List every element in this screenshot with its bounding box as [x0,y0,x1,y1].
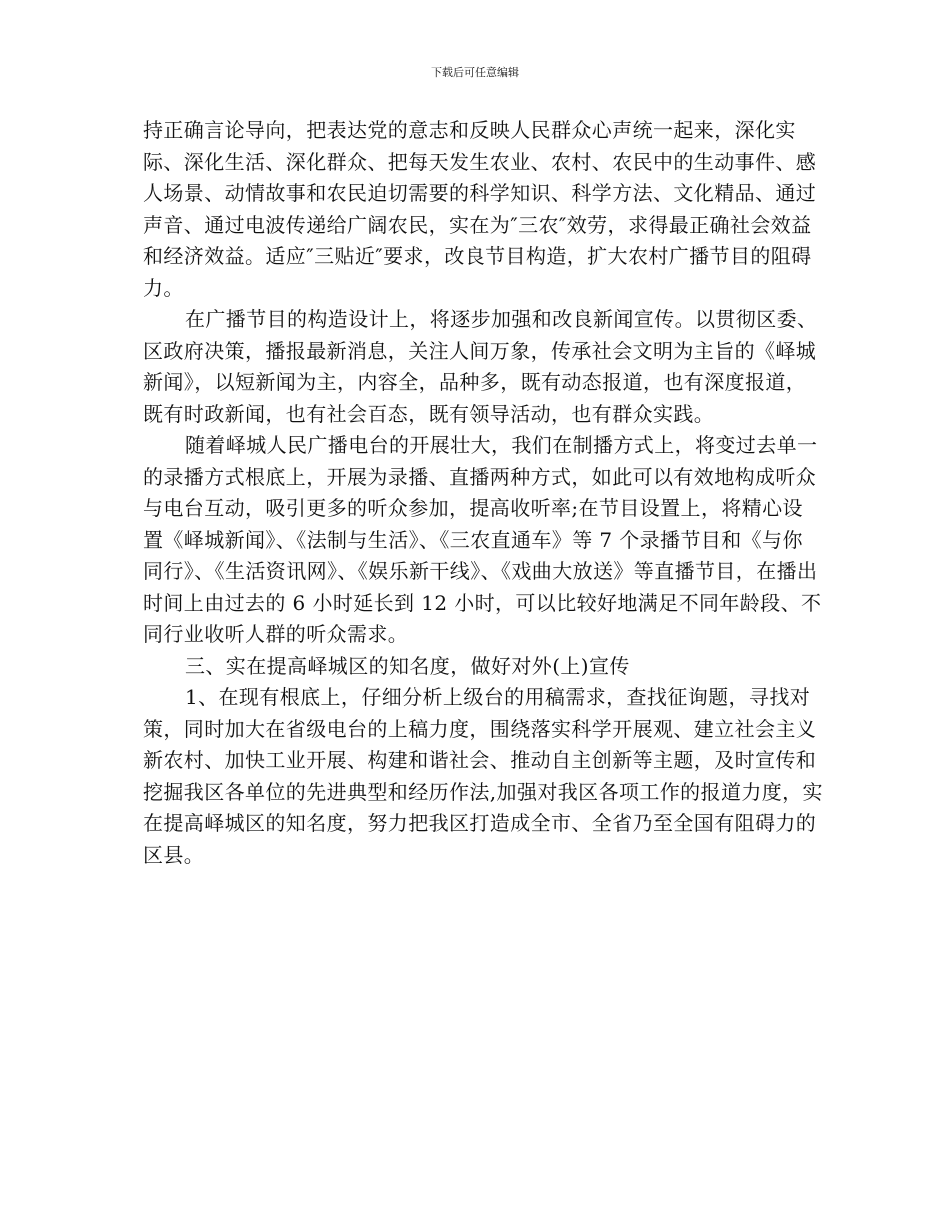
paragraph-item-1: 1、在现有根底上，仔细分析上级台的用稿需求，查找征询题，寻找对策，同时加大在省级电台的上稿力度，围绕落实科学开展观、建立社会主义新农村、加快工业开展、构建和谐社会、推动自主创新等主题，及时宣传和挖掘我区各单位的先进典型和经历作法,加强对我区各项工作的报道力度，实在提高峄城区的知名度，努力把我区打造成全市、全省乃至全国有阻碍力的区县。 [143,685,823,867]
page-header: 下载后可任意编辑 [431,66,519,79]
paragraph-continuation: 持正确言论导向，把表达党的意志和反映人民群众心声统一起来，深化实际、深化生活、深化群众、把每天发生农业、农村、农民中的生动事件、感人场景、动情故事和农民迫切需要的科学知识、科学方法、文化精品、通过声音、通过电波传递给广阔农民，实在为″三农″效劳，求得最正确社会效益和经济效益。适应″三贴近″要求，改良节目构造，扩大农村广播节目的阻碍力。 [143,118,817,300]
paragraph-program-structure: 在广播节目的构造设计上，将逐步加强和改良新闻宣传。以贯彻区委、区政府决策，播报最新消息，关注人间万象，传承社会文明为主旨的《峄城新闻》，以短新闻为主，内容全，品种多，既有动态报道，也有深度报道，既有时政新闻，也有社会百态，既有领导活动，也有群众实践。 [143,307,818,426]
section-heading-external-publicity: 三、实在提高峄城区的知名度，做好对外(上)宣传 [185,653,630,678]
paragraph-broadcast-mode: 随着峄城人民广播电台的开展壮大，我们在制播方式上，将变过去单一的录播方式根底上，开展为录播、直播两种方式，如此可以有效地构成听众与电台互动，吸引更多的听众参加，提高收听率;在节目设置上，将精心设置《峄城新闻》、《法制与生活》、《三农直通车》等 7 个录播节目和《与你同行》、《生活资讯网》、《娱乐新干线》、《戏曲大放送》等直播节目，在播出时间上由过去的 6 小时延长到 12 小时，可以比较好地满足不同年龄段、不同行业收听人群的听众需求。 [143,433,822,646]
document-body [143,115,823,871]
